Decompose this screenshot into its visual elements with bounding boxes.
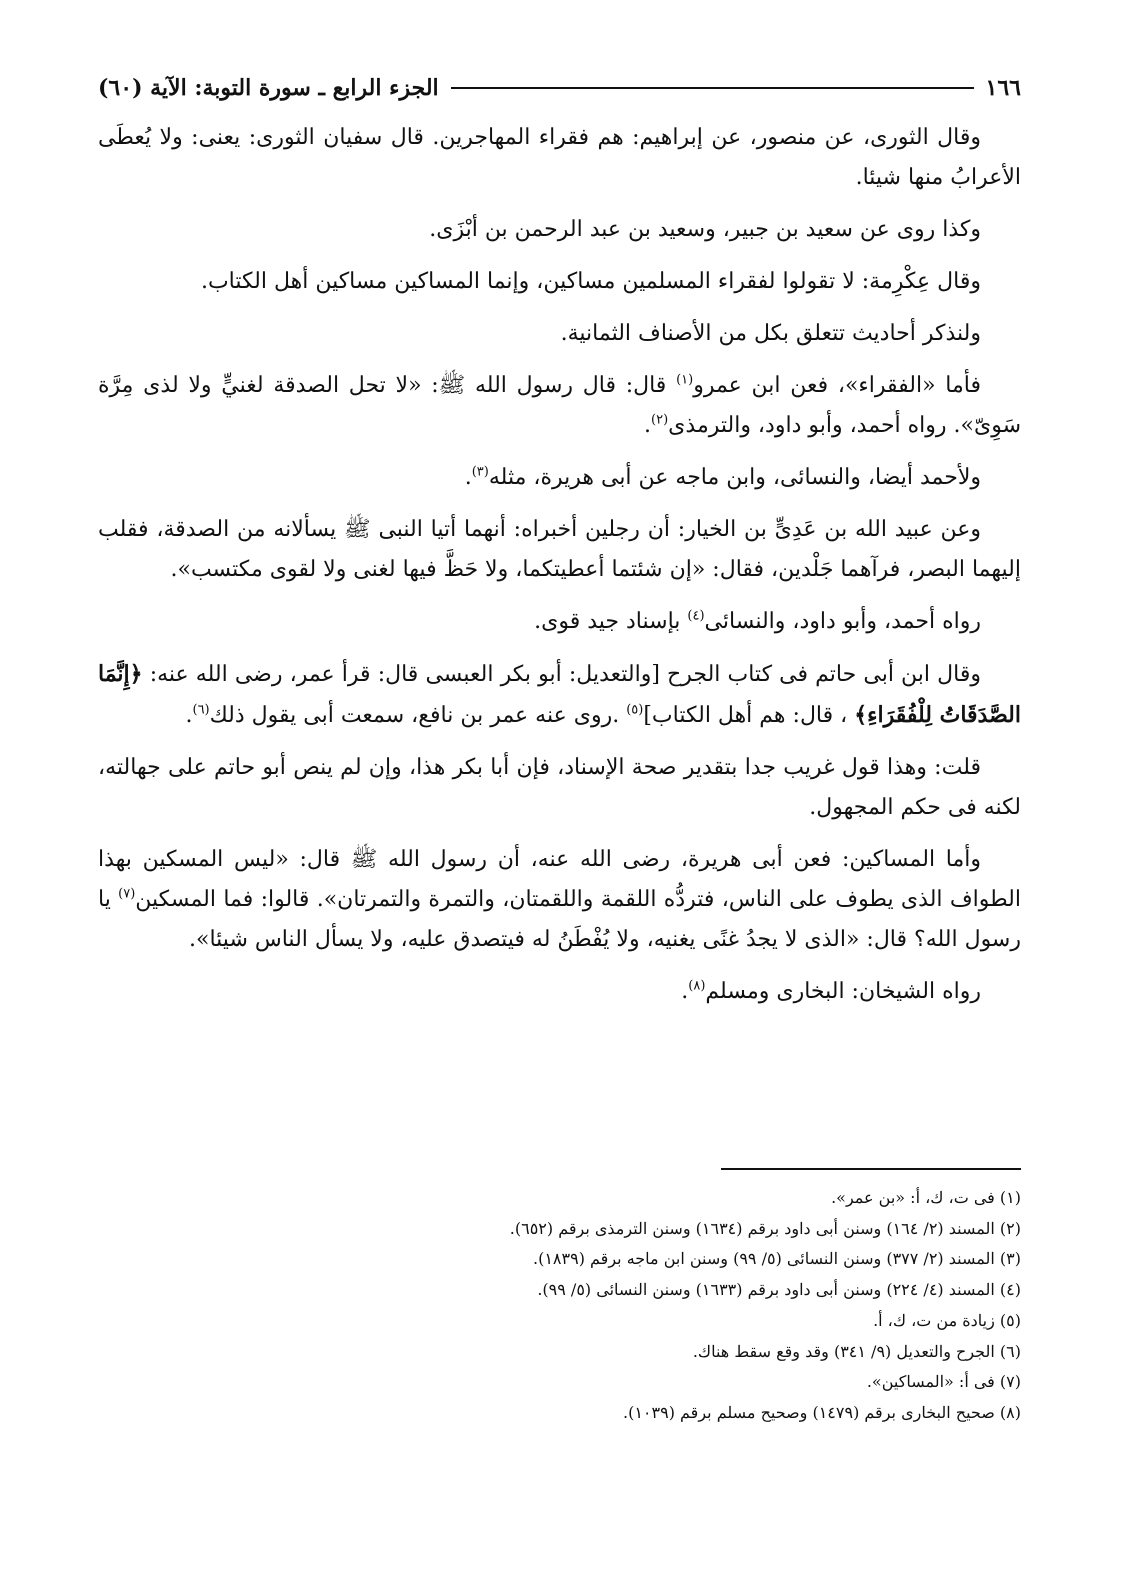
footnote: (٣) المسند (٢/ ٣٧٧) وسنن النسائى (٥/ ٩٩) وسنن ابن ماجه برقم (١٨٣٩). xyxy=(533,1249,1021,1269)
page-number: ١٦٦ xyxy=(985,75,1021,101)
footnote: (٢) المسند (٢/ ١٦٤) وسنن أبى داود برقم (١٦٣٤) وسنن الترمذى برقم (٦٥٢). xyxy=(509,1218,1021,1238)
footnote: (٦) الجرح والتعديل (٩/ ٣٤١) وقد وقع سقط هناك. xyxy=(692,1341,1021,1361)
paragraph: وقال عِكْرِمة: لا تقولوا لفقراء المسلمين مساكين، وإنما المساكين مساكين أهل الكتاب. xyxy=(200,269,981,294)
paragraph xyxy=(98,458,1021,498)
page-header xyxy=(98,72,1021,104)
paragraph xyxy=(98,654,1021,736)
footnote: (٥) زيادة من ت، ك، أ. xyxy=(873,1310,1021,1330)
quran-verse: ﴿إِنَّمَا الصَّدَقَاتُ لِلْفُقَرَاءِ﴾ xyxy=(98,661,1021,728)
footnote: (٨) صحيح البخارى برقم (١٤٧٩) وصحيح مسلم برقم (١٠٣٩). xyxy=(623,1402,1021,1422)
footnote: (٧) فى أ: «المساكين». xyxy=(866,1372,1021,1392)
text-run: قال: قال رسول الله ﷺ: «لا تحل الصدقة لغنيٍّ ولا لذى مِرَّة سَوِىّ». رواه أحمد، وأبو داود، والترمذى xyxy=(98,373,1021,438)
paragraph: قلت: وهذا قول غريب جدا بتقدير صحة الإسناد، فإن أبا بكر هذا، وإن لم ينص أبو حاتم على جهالته، لكنه فى حكم المجهول. xyxy=(98,755,1021,820)
text-run: رواه الشيخان: البخارى ومسلم xyxy=(705,979,981,1004)
text-run: . xyxy=(185,703,193,728)
paragraph: ولنذكر أحاديث تتعلق بكل من الأصناف الثمانية. xyxy=(560,321,981,346)
footnote-ref[interactable]: (١) xyxy=(676,372,694,388)
header-rule xyxy=(451,87,974,89)
text-run: .روى عنه عمر بن نافع، سمعت أبى يقول ذلك xyxy=(209,703,627,728)
footnote-ref[interactable]: (٥) xyxy=(626,702,644,718)
paragraph xyxy=(98,840,1021,960)
paragraph: وقال الثورى، عن منصور، عن إبراهيم: هم فقراء المهاجرين. قال سفيان الثورى: يعنى: ولا يُعطَى الأعرابُ منها شيئا. xyxy=(98,125,1021,190)
text-run: بإسناد جيد قوى. xyxy=(534,609,688,634)
text-run: يا رسول الله؟ قال: «الذى لا يجدُ غنًى يغنيه، ولا يُفْطَنُ له فيتصدق عليه، ولا يسأل الناس شيئا». xyxy=(98,887,1021,952)
text-run: . xyxy=(644,413,652,438)
paragraph xyxy=(98,972,1021,1012)
paragraph xyxy=(98,602,1021,642)
paragraph: وعن عبيد الله بن عَدِىٍّ بن الخيار: أن رجلين أخبراه: أنهما أتيا النبى ﷺ يسألانه من الصدقة، فقلب إليهما البصر، فرآهما جَلْدين، فقال: «إن شئتما أعطيتكما، ولا حَظَّ فيها لغنى ولا لقوى مكتسب». xyxy=(98,517,1021,582)
footnote: (١) فى ت، ك، أ: «بن عمر». xyxy=(831,1188,1021,1207)
paragraph: وكذا روى عن سعيد بن جبير، وسعيد بن عبد الرحمن بن أبْزَى. xyxy=(429,217,981,242)
text-run: . xyxy=(464,465,472,490)
footnote-ref[interactable]: (٢) xyxy=(651,412,669,428)
footnote-ref[interactable]: (٣) xyxy=(471,464,489,480)
text-run: ، قال: هم أهل الكتاب] xyxy=(643,703,855,728)
footnote: (٤) المسند (٤/ ٢٢٤) وسنن أبى داود برقم (١٦٣٣) وسنن النسائى (٥/ ٩٩). xyxy=(537,1280,1021,1300)
footnote-ref[interactable]: (٦) xyxy=(192,702,210,718)
footnote-ref[interactable]: (٤) xyxy=(687,608,705,624)
paragraph xyxy=(98,366,1021,446)
text-run: وقال ابن أبى حاتم فى كتاب الجرح [والتعديل: أبو بكر العبسى قال: قرأ عمر، رضى الله عنه: xyxy=(142,662,981,687)
text-run: ولأحمد أيضا، والنسائى، وابن ماجه عن أبى هريرة، مثله xyxy=(488,465,981,490)
running-title: الجزء الرابع ـ سورة التوبة: الآية (٦٠) xyxy=(98,75,439,101)
text-run: فأما «الفقراء»، فعن ابن عمرو xyxy=(693,373,982,398)
text-run: رواه أحمد، وأبو داود، والنسائى xyxy=(704,609,981,634)
main-text xyxy=(98,118,1021,1024)
footnotes xyxy=(98,1183,1021,1429)
text-run: وأما المساكين: فعن أبى هريرة، رضى الله عنه، أن رسول الله ﷺ قال: «ليس المسكين بهذا الطواف الذى يطوف على الناس، فتردُّه اللقمة واللقمتان، والتمرة والتمرتان». قالوا: فما المسكين xyxy=(98,847,1021,912)
footnote-divider xyxy=(721,1168,1021,1170)
text-run: . xyxy=(681,979,689,1004)
footnote-ref[interactable]: (٨) xyxy=(688,978,706,994)
footnote-ref[interactable]: (٧) xyxy=(118,886,136,902)
